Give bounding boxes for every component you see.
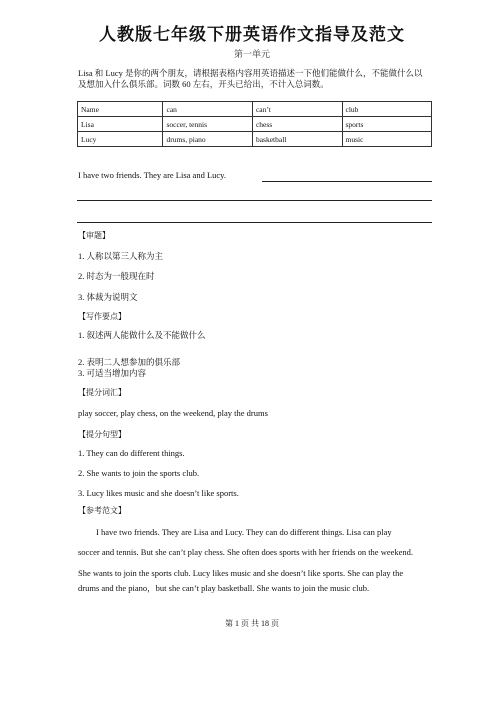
- unit-heading: 第一单元: [233, 49, 270, 59]
- list-item: 1. They can do different things.: [78, 448, 185, 458]
- table-row: [78, 117, 432, 132]
- sample-essay-line: I have two friends. They are Lisa and Lucy. They can do different things. Lisa can play: [96, 527, 392, 537]
- answer-line: [77, 222, 432, 223]
- list-item: 1. 叙述两人能做什么及不能做什么: [78, 330, 206, 340]
- list-item: 3. 可适当增加内容: [78, 368, 147, 378]
- table-cell: drums, piano: [163, 132, 252, 147]
- table-cell: Lisa: [78, 117, 163, 132]
- info-table: [77, 101, 432, 147]
- answer-line: [262, 181, 432, 182]
- list-item: 2. She wants to join the sports club.: [78, 468, 200, 478]
- list-item: 3. Lucy likes music and she doesn’t like sports.: [78, 488, 239, 498]
- list-item: 1. 人称以第三人称为主: [78, 251, 164, 261]
- page-title: 人教版七年级下册英语作文指导及范文: [99, 25, 405, 44]
- section-heading-cihui: 【提分词汇】: [78, 388, 126, 397]
- table-header-cell: Name: [78, 102, 163, 117]
- list-item: 3. 体裁为说明文: [78, 292, 138, 302]
- vocabulary-text: play soccer, play chess, on the weekend, play the drums: [78, 408, 268, 418]
- writing-prompt: Lisa 和 Lucy 是你的两个朋友，请根据表格内容用英语描述一下他们能做什么，不能做什么以及想加入什么俱乐部。词数 60 左右，开头已给出，不计入总词数。: [78, 68, 423, 89]
- page-footer: 第 1 页 共 18 页: [225, 619, 279, 628]
- section-heading-shenti: 【审题】: [78, 231, 110, 240]
- table-header-row: [78, 102, 432, 117]
- table-cell: basketball: [252, 132, 342, 147]
- answer-line: [77, 200, 432, 201]
- table-cell: music: [342, 132, 432, 147]
- section-heading-fanwen: 【参考范文】: [78, 506, 126, 515]
- table-header-cell: can’t: [252, 102, 342, 117]
- sample-essay-line: drums and the piano，but she can’t play basketball. She wants to join the music club.: [78, 583, 370, 593]
- table-header-cell: club: [342, 102, 432, 117]
- list-item: 2. 时态为一般现在时: [78, 271, 155, 281]
- table-row: [78, 132, 432, 147]
- section-heading-xiezuo: 【写作要点】: [78, 312, 126, 321]
- sample-essay-line: She wants to join the sports club. Lucy likes music and she doesn’t like sports. She can play the: [78, 568, 404, 578]
- section-heading-juxing: 【提分句型】: [78, 430, 126, 439]
- sample-essay-line: soccer and tennis. But she can’t play chess. She often does sports with her friends on the weekend.: [78, 547, 414, 557]
- table-header-cell: can: [163, 102, 252, 117]
- opening-sentence: I have two friends. They are Lisa and Lucy.: [78, 170, 226, 180]
- table-cell: chess: [252, 117, 342, 132]
- table-cell: Lucy: [78, 132, 163, 147]
- table-cell: soccer, tennis: [163, 117, 252, 132]
- table-cell: sports: [342, 117, 432, 132]
- list-item: 2. 表明二人想参加的俱乐部: [78, 357, 181, 367]
